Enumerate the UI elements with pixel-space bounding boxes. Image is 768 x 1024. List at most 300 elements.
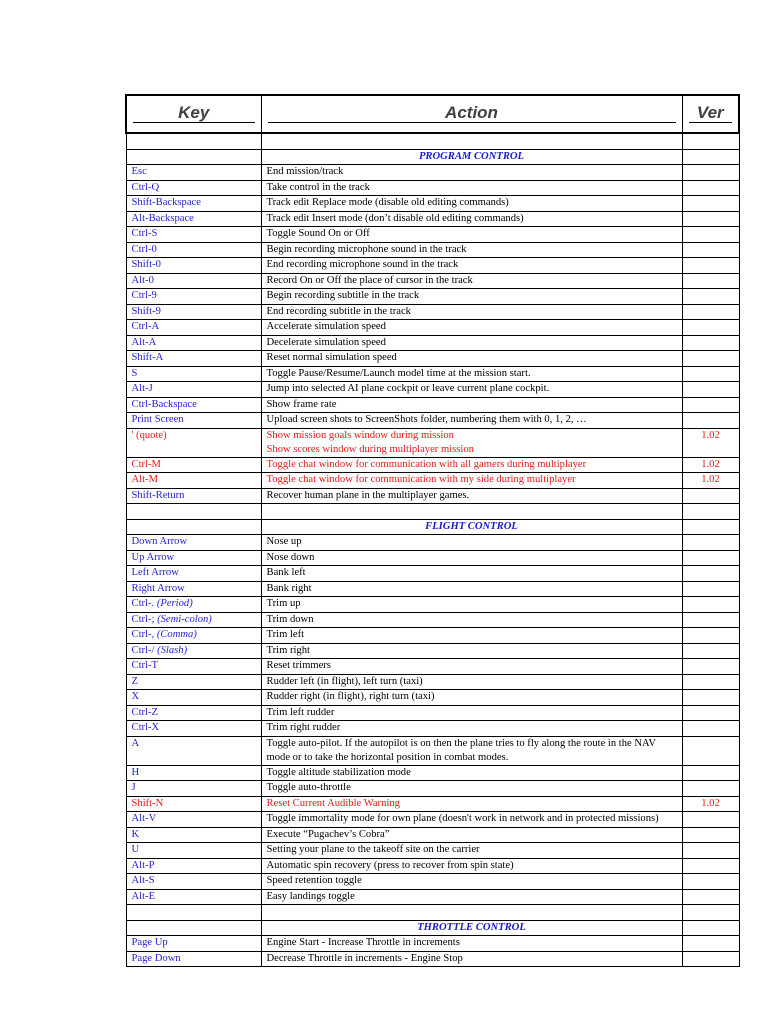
table-row	[126, 273, 739, 289]
table-row	[126, 180, 739, 196]
table-row	[126, 874, 739, 890]
key-label: Z	[131, 675, 138, 687]
table-row	[126, 581, 739, 597]
key-label: Ctrl-X	[131, 722, 160, 733]
ver-cell	[682, 351, 739, 367]
action-cell	[261, 951, 682, 967]
action-cell	[261, 320, 682, 336]
action-cell	[261, 765, 682, 781]
key-label: Ctrl-,	[131, 629, 155, 640]
action-cell	[261, 721, 682, 737]
key-label: Ctrl-T	[131, 660, 158, 671]
action-text: Recover human plane in the multiplayer games.	[266, 489, 470, 501]
table-row	[126, 566, 739, 582]
key-cell	[126, 566, 261, 582]
action-text: Reset trimmers	[266, 660, 331, 671]
ver-cell	[682, 304, 739, 320]
ver-cell	[682, 242, 739, 258]
key-label: Ctrl-;	[131, 613, 155, 625]
action-cell	[261, 581, 682, 597]
empty-cell	[261, 504, 682, 520]
ver-cell	[682, 736, 739, 765]
table-row	[126, 258, 739, 274]
action-cell	[261, 690, 682, 706]
action-cell	[261, 705, 682, 721]
action-cell	[261, 781, 682, 797]
table-row	[126, 413, 739, 429]
ver-cell	[682, 535, 739, 551]
empty-cell	[261, 133, 682, 149]
key-cell	[126, 366, 261, 382]
key-label: Page Down	[131, 952, 181, 964]
key-label: Alt-0	[131, 274, 154, 286]
action-text: End recording microphone sound in the track	[266, 259, 459, 270]
ver-cell	[682, 550, 739, 566]
ver-cell	[682, 581, 739, 597]
key-cell	[126, 180, 261, 196]
key-cell	[126, 227, 261, 243]
ver-cell	[682, 781, 739, 797]
ver-cell	[682, 258, 739, 274]
key-label: Shift-Return	[131, 489, 185, 501]
ver-cell	[682, 827, 739, 843]
action-cell	[261, 289, 682, 305]
table-row	[126, 889, 739, 905]
action-cell	[261, 612, 682, 628]
action-text: Easy landings toggle	[266, 890, 355, 902]
key-cell	[126, 659, 261, 675]
key-note: (Period)	[156, 598, 193, 609]
key-label: Alt-A	[131, 336, 157, 348]
action-text: Bank left	[266, 567, 306, 578]
key-label: Ctrl-Z	[131, 706, 158, 718]
key-label: ' (quote)	[131, 429, 167, 441]
key-cell	[126, 242, 261, 258]
action-cell	[261, 628, 682, 644]
action-cell	[261, 258, 682, 274]
table-row	[126, 858, 739, 874]
key-cell	[126, 457, 261, 473]
table-row	[126, 705, 739, 721]
action-cell	[261, 457, 682, 473]
table-row	[126, 165, 739, 181]
key-label: J	[131, 782, 136, 793]
section-title: PROGRAM CONTROL	[261, 149, 682, 165]
key-cell	[126, 473, 261, 489]
section-title: THROTTLE CONTROL	[261, 920, 682, 936]
ver-cell	[682, 812, 739, 828]
key-label: Up Arrow	[131, 551, 175, 563]
ver-cell	[682, 566, 739, 582]
key-cell	[126, 258, 261, 274]
ver-cell	[682, 951, 739, 967]
spacer-row	[126, 133, 739, 149]
ver-cell	[682, 690, 739, 706]
ver-cell	[682, 674, 739, 690]
table-row	[126, 736, 739, 765]
action-cell	[261, 736, 682, 765]
table-row	[126, 304, 739, 320]
action-text: Show frame rate	[266, 398, 337, 410]
table-row	[126, 196, 739, 212]
table-row	[126, 366, 739, 382]
empty-cell	[261, 905, 682, 921]
action-text: Track edit Replace mode (disable old editing commands)	[266, 197, 509, 208]
ver-cell	[682, 488, 739, 504]
action-text: Rudder right (in flight), right turn (taxi)	[266, 691, 435, 702]
key-cell	[126, 335, 261, 351]
key-label: A	[131, 737, 140, 749]
key-label: Left Arrow	[131, 567, 179, 578]
key-label: Ctrl-9	[131, 290, 157, 301]
key-cell	[126, 690, 261, 706]
key-cell	[126, 612, 261, 628]
empty-cell	[682, 519, 739, 535]
key-label: Shift-A	[131, 352, 164, 363]
table-row	[126, 628, 739, 644]
action-text: Bank right	[266, 582, 312, 594]
action-cell	[261, 351, 682, 367]
key-label: Alt-E	[131, 890, 156, 902]
table-row	[126, 612, 739, 628]
table-row	[126, 659, 739, 675]
ver-cell	[682, 397, 739, 413]
key-cell	[126, 320, 261, 336]
key-cell	[126, 382, 261, 398]
action-text: Setting your plane to the takeoff site on the carrier	[266, 844, 480, 855]
ver-cell	[682, 843, 739, 859]
table-row	[126, 550, 739, 566]
empty-cell	[126, 504, 261, 520]
key-cell	[126, 843, 261, 859]
key-cell	[126, 165, 261, 181]
key-label: Down Arrow	[131, 536, 188, 547]
action-text: Trim down	[266, 613, 314, 625]
action-cell	[261, 643, 682, 659]
key-label: Alt-S	[131, 875, 155, 886]
key-label: Ctrl-S	[131, 228, 158, 239]
empty-cell	[682, 905, 739, 921]
ver-cell	[682, 628, 739, 644]
ver-cell	[682, 366, 739, 382]
spacer-row	[126, 504, 739, 520]
ver-cell	[682, 180, 739, 196]
action-text: Record On or Off the place of cursor in the track	[266, 274, 473, 286]
table-row	[126, 721, 739, 737]
table-row	[126, 397, 739, 413]
table-row	[126, 643, 739, 659]
action-cell	[261, 428, 682, 457]
key-cell	[126, 397, 261, 413]
action-text: Execute “Pugachev’s Cobra”	[266, 828, 390, 840]
key-cell	[126, 889, 261, 905]
key-label: Ctrl-.	[131, 598, 155, 609]
table-row	[126, 428, 739, 457]
key-cell	[126, 874, 261, 890]
key-cell	[126, 643, 261, 659]
key-label: Ctrl-/	[131, 644, 155, 656]
key-label: Ctrl-Q	[131, 181, 160, 193]
key-cell	[126, 628, 261, 644]
key-cell	[126, 488, 261, 504]
empty-cell	[682, 133, 739, 149]
action-cell	[261, 211, 682, 227]
action-cell	[261, 335, 682, 351]
action-cell	[261, 550, 682, 566]
ver-cell	[682, 382, 739, 398]
action-text: Decelerate simulation speed	[266, 336, 386, 348]
key-label: Print Screen	[131, 414, 184, 425]
key-cell	[126, 413, 261, 429]
action-text: Decrease Throttle in increments - Engine Stop	[266, 952, 463, 964]
ver-cell	[682, 597, 739, 613]
table-row	[126, 674, 739, 690]
action-text: Reset normal simulation speed	[266, 352, 397, 363]
action-text: Trim left rudder	[266, 706, 335, 718]
action-text: Jump into selected AI plane cockpit or leave current plane cockpit.	[266, 383, 550, 394]
ver-cell	[682, 612, 739, 628]
key-cell	[126, 304, 261, 320]
ver-cell	[682, 227, 739, 243]
key-label: Ctrl-A	[131, 321, 160, 332]
action-cell	[261, 304, 682, 320]
ver-cell	[682, 320, 739, 336]
key-cell	[126, 765, 261, 781]
key-label: Alt-J	[131, 383, 153, 394]
action-cell	[261, 597, 682, 613]
key-label: Ctrl-M	[131, 458, 161, 470]
key-label: K	[131, 828, 140, 840]
table-row	[126, 211, 739, 227]
section-title: FLIGHT CONTROL	[261, 519, 682, 535]
table-row	[126, 843, 739, 859]
action-text: Toggle Sound On or Off	[266, 228, 370, 239]
table-row	[126, 351, 739, 367]
key-label: Ctrl-Backspace	[131, 398, 197, 410]
table-row	[126, 765, 739, 781]
action-column-header: Action	[261, 95, 682, 133]
key-label: S	[131, 367, 138, 379]
action-text: Accelerate simulation speed	[266, 321, 386, 332]
action-text: Toggle auto-pilot. If the autopilot is on then the plane tries to fly along the route in the NAV mode or to take the horizontal position in combat modes.	[266, 737, 656, 763]
ver-cell	[682, 858, 739, 874]
ver-cell	[682, 165, 739, 181]
table-row	[126, 488, 739, 504]
action-cell	[261, 812, 682, 828]
table-row	[126, 320, 739, 336]
ver-cell: 1.02	[682, 428, 739, 457]
ver-cell: 1.02	[682, 457, 739, 473]
key-label: Alt-Backspace	[131, 212, 194, 224]
table-row	[126, 781, 739, 797]
action-text: Take control in the track	[266, 181, 370, 193]
action-text: Rudder left (in flight), left turn (taxi)	[266, 675, 423, 687]
key-cell	[126, 858, 261, 874]
key-cell	[126, 812, 261, 828]
action-cell	[261, 796, 682, 812]
ver-cell	[682, 765, 739, 781]
key-label: U	[131, 844, 140, 855]
ver-cell	[682, 659, 739, 675]
action-text: Trim up	[266, 598, 301, 609]
action-text: Trim right rudder	[266, 722, 341, 733]
ver-cell	[682, 211, 739, 227]
key-label: Shift-9	[131, 305, 161, 317]
action-text: End recording subtitle in the track	[266, 305, 411, 317]
key-cell	[126, 211, 261, 227]
key-cell	[126, 781, 261, 797]
key-cell	[126, 196, 261, 212]
table-row	[126, 382, 739, 398]
key-label: X	[131, 691, 140, 702]
action-cell	[261, 273, 682, 289]
key-cell	[126, 705, 261, 721]
section-header-row	[126, 920, 739, 936]
key-cell	[126, 550, 261, 566]
key-label: Alt-V	[131, 813, 157, 824]
ver-cell	[682, 705, 739, 721]
action-cell	[261, 566, 682, 582]
action-text: Automatic spin recovery (press to recover from spin state)	[266, 859, 514, 871]
empty-cell	[126, 133, 261, 149]
action-text: Show mission goals window during mission	[266, 429, 454, 441]
empty-cell	[126, 905, 261, 921]
key-cell	[126, 289, 261, 305]
table-body	[126, 133, 739, 967]
empty-cell	[682, 920, 739, 936]
empty-cell	[126, 149, 261, 165]
ver-cell	[682, 874, 739, 890]
key-label: Ctrl-0	[131, 243, 157, 255]
key-cell	[126, 428, 261, 457]
ver-cell	[682, 721, 739, 737]
key-label: Page Up	[131, 937, 168, 948]
table-row	[126, 812, 739, 828]
key-cell	[126, 273, 261, 289]
table-row	[126, 289, 739, 305]
key-label: H	[131, 766, 140, 778]
action-cell	[261, 659, 682, 675]
ver-cell	[682, 273, 739, 289]
action-text: Toggle chat window for communication with all gamers during multiplayer	[266, 458, 587, 470]
action-text: Begin recording microphone sound in the track	[266, 243, 467, 255]
action-cell	[261, 227, 682, 243]
empty-cell	[126, 519, 261, 535]
key-cell	[126, 796, 261, 812]
table-row	[126, 690, 739, 706]
action-text: Toggle Pause/Resume/Launch model time at the mission start.	[266, 367, 531, 379]
action-text: Speed retention toggle	[266, 875, 362, 886]
key-cell	[126, 736, 261, 765]
action-text: Show scores window during multiplayer mission	[266, 443, 474, 455]
key-command-table	[125, 94, 740, 967]
action-cell	[261, 488, 682, 504]
action-cell	[261, 473, 682, 489]
action-cell	[261, 674, 682, 690]
action-text: Toggle chat window for communication with my side during multiplayer	[266, 474, 576, 485]
table-row	[126, 335, 739, 351]
key-cell	[126, 827, 261, 843]
empty-cell	[682, 504, 739, 520]
action-cell	[261, 535, 682, 551]
action-cell	[261, 382, 682, 398]
key-column-header: Key	[126, 95, 261, 133]
action-cell	[261, 827, 682, 843]
key-cell	[126, 951, 261, 967]
table-row	[126, 242, 739, 258]
key-label: Shift-N	[131, 797, 164, 809]
table-header-row	[126, 95, 739, 133]
action-text: Nose up	[266, 536, 302, 547]
ver-cell	[682, 889, 739, 905]
ver-column-header: Ver	[682, 95, 739, 133]
key-label: Alt-P	[131, 859, 155, 871]
action-cell	[261, 180, 682, 196]
action-text: Upload screen shots to ScreenShots folder, numbering them with 0, 1, 2, …	[266, 414, 587, 425]
key-cell	[126, 597, 261, 613]
key-cell	[126, 674, 261, 690]
table-row	[126, 951, 739, 967]
action-text: Toggle immortality mode for own plane (doesn't work in network and in protected missions)	[266, 813, 659, 824]
ver-cell: 1.02	[682, 473, 739, 489]
ver-cell	[682, 936, 739, 952]
action-text: Track edit Insert mode (don’t disable old editing commands)	[266, 212, 524, 224]
key-label: Shift-0	[131, 259, 161, 270]
action-cell	[261, 165, 682, 181]
ver-cell	[682, 289, 739, 305]
key-label: Esc	[131, 166, 147, 177]
table-row	[126, 827, 739, 843]
action-text: Reset Current Audible Warning	[266, 797, 400, 809]
action-text: Toggle auto-throttle	[266, 782, 351, 793]
action-cell	[261, 874, 682, 890]
action-cell	[261, 858, 682, 874]
spacer-row	[126, 905, 739, 921]
ver-cell	[682, 643, 739, 659]
key-cell	[126, 535, 261, 551]
action-cell	[261, 196, 682, 212]
key-label: Alt-M	[131, 474, 158, 485]
action-text: Engine Start - Increase Throttle in increments	[266, 937, 460, 948]
action-cell	[261, 242, 682, 258]
empty-cell	[682, 149, 739, 165]
action-text: End mission/track	[266, 166, 344, 177]
action-cell	[261, 366, 682, 382]
action-cell	[261, 889, 682, 905]
key-note: (Semi-colon)	[157, 613, 212, 625]
table-row	[126, 457, 739, 473]
table-row	[126, 535, 739, 551]
table-row	[126, 936, 739, 952]
ver-cell	[682, 413, 739, 429]
ver-cell: 1.02	[682, 796, 739, 812]
action-cell	[261, 413, 682, 429]
action-text: Trim right	[266, 644, 310, 656]
key-label: Right Arrow	[131, 582, 185, 594]
empty-cell	[126, 920, 261, 936]
table-row	[126, 227, 739, 243]
key-label: Shift-Backspace	[131, 197, 201, 208]
ver-cell	[682, 335, 739, 351]
action-cell	[261, 936, 682, 952]
ver-cell	[682, 196, 739, 212]
key-note: (Comma)	[156, 629, 197, 640]
action-text: Toggle altitude stabilization mode	[266, 766, 411, 778]
table-row	[126, 796, 739, 812]
action-cell	[261, 843, 682, 859]
section-header-row	[126, 149, 739, 165]
key-cell	[126, 581, 261, 597]
